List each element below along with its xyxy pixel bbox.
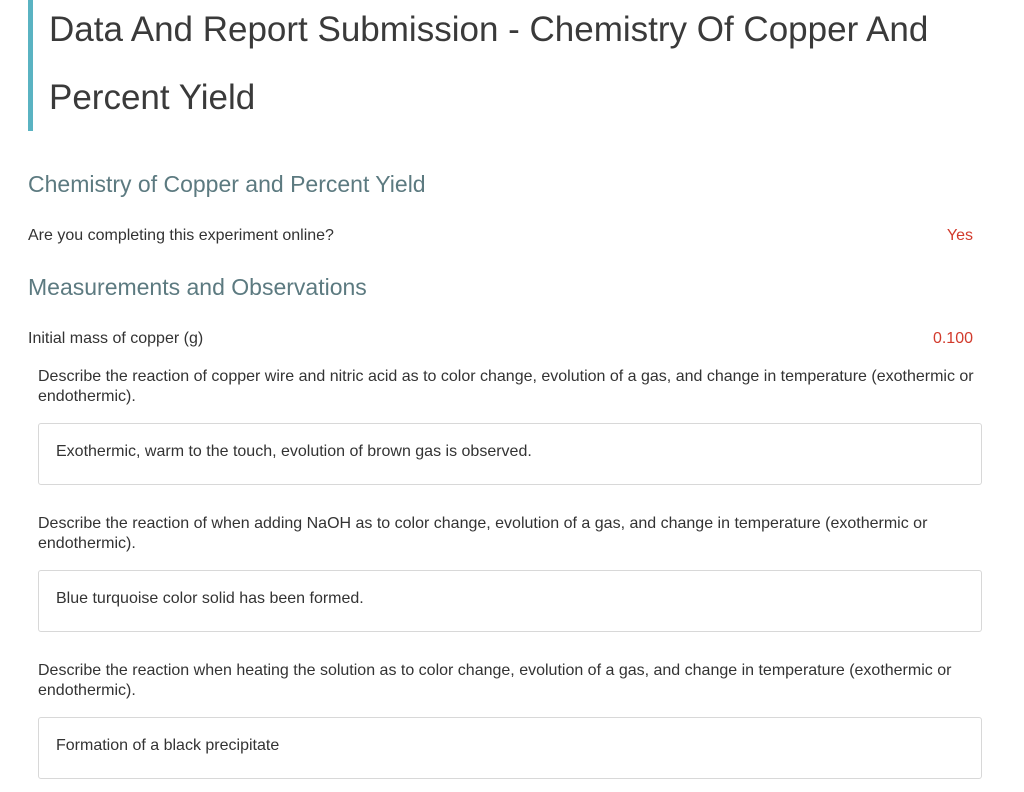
field-label-initial-mass: Initial mass of copper (g): [28, 330, 204, 347]
answer-box-heating[interactable]: [38, 717, 982, 779]
page-title-block: [28, 0, 988, 131]
field-label-online: Are you completing this experiment online?: [28, 227, 334, 244]
field-value-online: Yes: [946, 227, 973, 244]
answer-box-naoh[interactable]: [38, 570, 982, 632]
field-value-initial-mass: 0.100: [932, 330, 973, 347]
page-title: Data And Report Submission - Chemistry Of Copper And Percent Yield: [49, 10, 929, 117]
section-heading-chemistry: Chemistry of Copper and Percent Yield: [28, 171, 426, 197]
field-row-initial-mass: [28, 327, 973, 351]
question-nitric-acid: Describe the reaction of copper wire and nitric acid as to color change, evolution of a gas, and change in temperature (exothermic or endothermic).: [38, 368, 974, 405]
answer-text-heating: Formation of a black precipitate: [56, 737, 280, 754]
answer-box-nitric-acid[interactable]: [38, 423, 982, 485]
field-row-online: [28, 224, 973, 248]
question-naoh: Describe the reaction of when adding NaOH as to color change, evolution of a gas, and change in temperature (exothermic or endothermic).: [38, 515, 928, 552]
question-heating: Describe the reaction when heating the solution as to color change, evolution of a gas, and change in temperature (exothermic or endothermic).: [38, 662, 952, 699]
section-heading-measurements: Measurements and Observations: [28, 274, 367, 300]
answer-text-nitric-acid: Exothermic, warm to the touch, evolution of brown gas is observed.: [56, 443, 532, 460]
answer-text-naoh: Blue turquoise color solid has been formed.: [56, 590, 364, 607]
